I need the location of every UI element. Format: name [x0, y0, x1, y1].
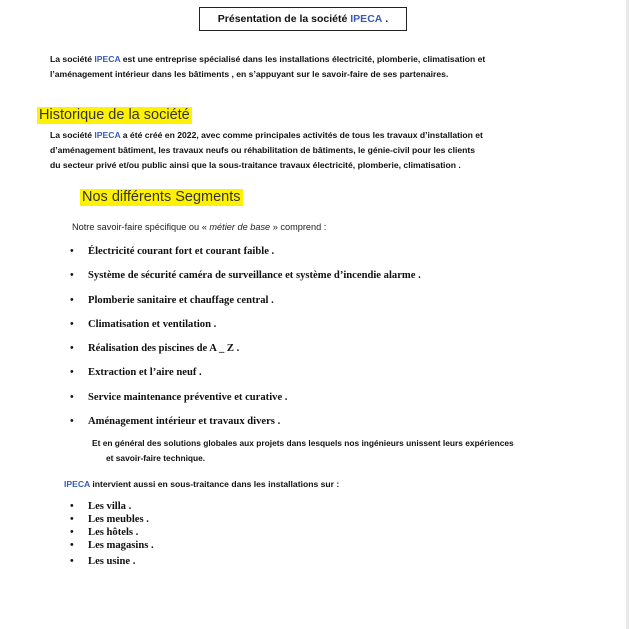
segments-intro-prefix: Notre savoir-faire spécifique ou «: [72, 222, 210, 232]
title-suffix: .: [385, 13, 389, 25]
list-item: [70, 500, 154, 513]
list-item-text: Réalisation des piscines de A _ Z .: [88, 343, 240, 355]
bullet-icon: •: [70, 556, 74, 567]
subcontracting-text: intervient aussi en sous-traitance dans les installations sur :: [89, 479, 340, 489]
bullet-icon: •: [70, 501, 74, 512]
list-item: [70, 513, 154, 526]
subcontracting-intro: [64, 477, 339, 492]
list-item: [70, 245, 421, 269]
list-item-text: Plomberie sanitaire et chauffage central .: [88, 294, 274, 306]
list-item-text: Service maintenance préventive et curative .: [88, 391, 288, 403]
bullet-icon: •: [70, 318, 74, 330]
intro-prefix: La société: [50, 54, 95, 64]
bullet-icon: •: [70, 294, 74, 306]
conclusion-line2: et savoir-faire technique.: [106, 453, 206, 463]
list-item-text: Les meubles .: [88, 514, 149, 525]
list-item: [70, 526, 154, 539]
history-line2: d’aménagement bâtiment, les travaux neufs ou réhabilitation de bâtiments, le génie-civil pour les clients: [50, 145, 476, 155]
bullet-icon: •: [70, 270, 74, 282]
history-paragraph: [50, 128, 483, 173]
bullet-icon: •: [70, 246, 74, 257]
history-brand: IPECA: [94, 130, 121, 140]
bullet-icon: •: [70, 391, 74, 403]
intro-paragraph: [50, 52, 485, 82]
list-item-text: Électricité courant fort et courant faible .: [88, 246, 275, 257]
list-item-text: Les usine .: [88, 556, 136, 567]
list-item-text: Les villa .: [88, 501, 132, 512]
intro-line2: l’aménagement intérieur dans les bâtiments , en s’appuyant sur le savoir-faire de ses partenaires.: [50, 69, 449, 79]
list-item-text: Climatisation et ventilation .: [88, 318, 217, 330]
bullet-icon: •: [70, 416, 74, 428]
segments-intro: [72, 222, 326, 232]
conclusion-line1: Et en général des solutions globales aux projets dans lesquels nos ingénieurs unissent leurs expériences: [92, 438, 514, 448]
segments-intro-italic: métier de base: [209, 222, 271, 232]
list-item: [70, 294, 421, 318]
list-item: [70, 342, 421, 366]
bullet-icon: •: [70, 527, 74, 538]
bullet-icon: •: [70, 367, 74, 379]
intro-brand: IPECA: [94, 54, 121, 64]
list-item-text: Extraction et l’aire neuf .: [88, 367, 202, 379]
segments-conclusion: [92, 436, 514, 466]
history-line1: a été créé en 2022, avec comme principales activités de tous les travaux d’installation et: [120, 130, 483, 140]
list-item-text: Les magasins .: [88, 540, 154, 551]
page-title: [199, 7, 407, 31]
intro-line1: est une entreprise spécialisé dans les installations électricité, plomberie, climatisation et: [120, 54, 486, 64]
subcontracting-brand: IPECA: [64, 479, 90, 489]
list-item: [70, 366, 421, 390]
places-list: [70, 500, 154, 568]
bullet-icon: •: [70, 514, 74, 525]
segments-list: [70, 245, 421, 439]
list-item: [70, 318, 421, 342]
list-item: [70, 539, 154, 552]
segments-heading: Nos différents Segments: [82, 189, 241, 205]
list-item: [70, 269, 421, 293]
history-line3: du secteur privé et/ou public ainsi que la sous-traitance travaux électricité, plomberie, climatisation .: [50, 160, 461, 170]
bullet-icon: •: [70, 540, 74, 551]
title-brand: IPECA: [350, 13, 383, 25]
bullet-icon: •: [70, 343, 74, 355]
history-heading: Historique de la société: [39, 107, 190, 123]
list-item-text: Système de sécurité caméra de surveillance et système d’incendie alarme .: [88, 270, 421, 282]
list-item: [70, 391, 421, 415]
title-prefix: Présentation de la société: [217, 13, 348, 25]
list-item: [70, 555, 154, 568]
history-prefix: La société: [50, 130, 95, 140]
list-item-text: Aménagement intérieur et travaux divers .: [88, 416, 281, 428]
list-item-text: Les hôtels .: [88, 527, 139, 538]
segments-intro-suffix: » comprend :: [270, 222, 327, 232]
